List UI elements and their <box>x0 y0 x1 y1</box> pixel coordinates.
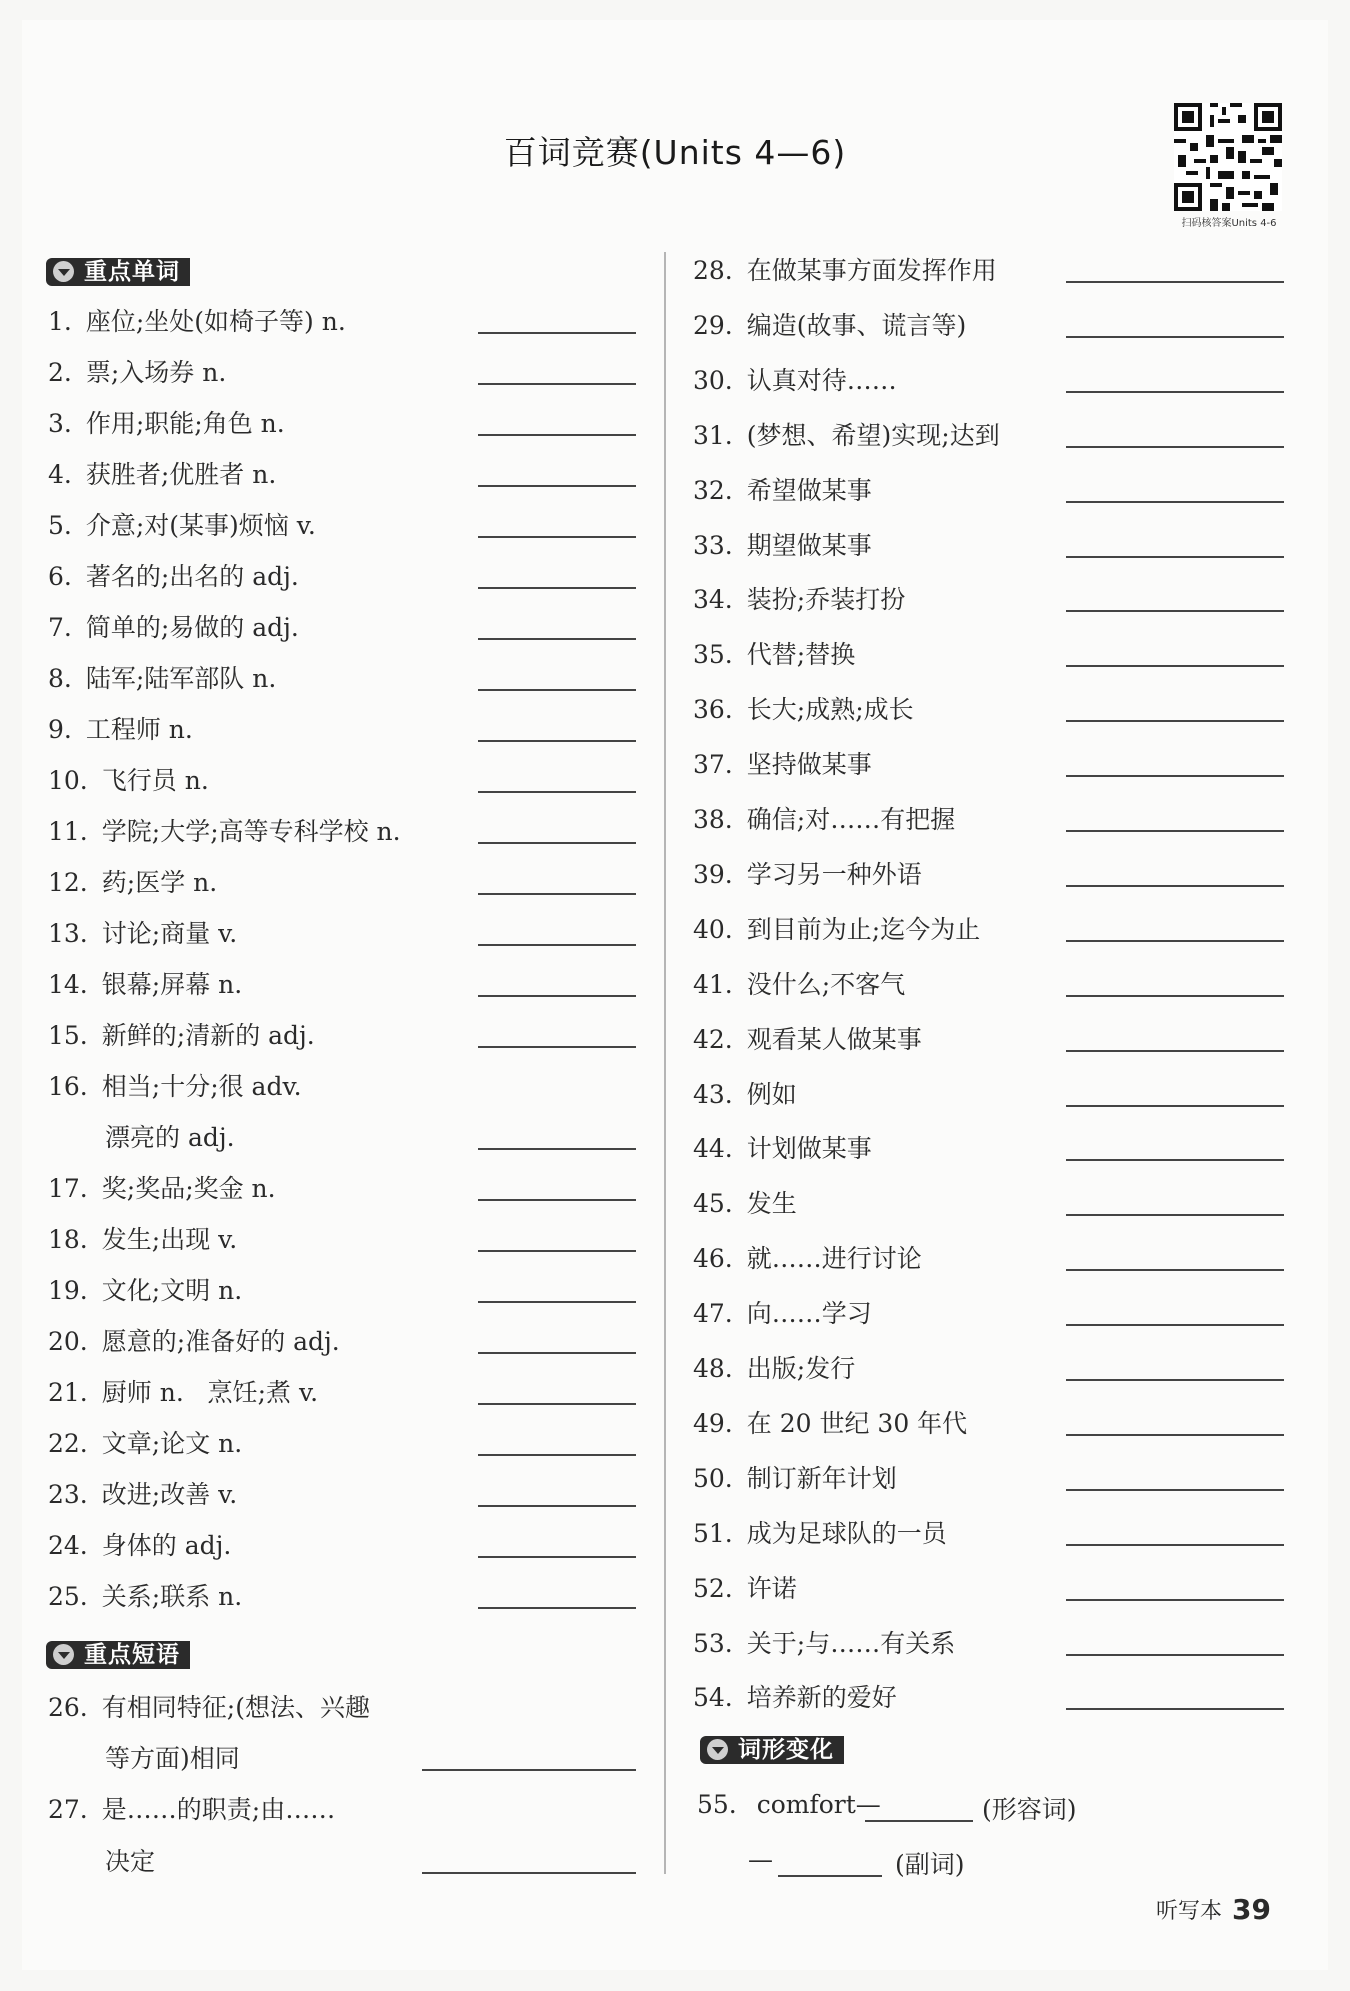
list-item-42 <box>693 1020 922 1056</box>
list-item-5 <box>48 506 316 542</box>
list-item-39 <box>693 855 922 891</box>
item-number: 45. <box>693 1189 733 1218</box>
list-item-25 <box>48 1577 242 1613</box>
list-item-30 <box>693 361 897 397</box>
answer-blank[interactable] <box>1066 995 1284 997</box>
item-number: 7. <box>48 613 72 642</box>
item-hint: (副词) <box>895 1850 965 1879</box>
chevron-down-icon <box>46 1641 80 1669</box>
item-number: 40. <box>693 915 733 944</box>
item-text: 座位;坐处(如椅子等) n. <box>85 307 346 336</box>
item-number: 49. <box>693 1409 733 1438</box>
list-item-3 <box>48 404 285 440</box>
list-item-31 <box>693 416 1000 452</box>
answer-blank[interactable] <box>1066 775 1284 777</box>
item-number: 48. <box>693 1354 733 1383</box>
section-label: 重点单词 <box>80 258 190 286</box>
item-text: 漂亮的 adj. <box>105 1123 235 1152</box>
item-number: 28. <box>693 256 733 285</box>
item-text: 等方面)相同 <box>105 1744 240 1773</box>
item-text: 获胜者;优胜者 n. <box>85 460 277 489</box>
item-number: 30. <box>693 366 733 395</box>
item-hint: (形容词) <box>982 1795 1077 1824</box>
item-text: 发生 <box>746 1189 797 1218</box>
answer-blank[interactable] <box>478 1199 636 1201</box>
item-number: 17. <box>48 1174 88 1203</box>
answer-blank[interactable] <box>478 1148 636 1150</box>
list-item-16b <box>48 1118 235 1154</box>
list-item-23 <box>48 1475 237 1511</box>
item-number: 14. <box>48 970 88 999</box>
list-item-9 <box>48 710 193 746</box>
answer-blank[interactable] <box>478 1505 636 1507</box>
answer-blank[interactable] <box>865 1820 973 1822</box>
answer-blank[interactable] <box>1066 1489 1284 1491</box>
list-item-26 <box>48 1688 370 1724</box>
list-item-36 <box>693 690 914 726</box>
section-word-forms <box>700 1736 844 1766</box>
list-item-37 <box>693 745 872 781</box>
answer-blank[interactable] <box>1066 281 1284 283</box>
answer-blank[interactable] <box>1066 336 1284 338</box>
answer-blank[interactable] <box>478 1046 636 1048</box>
item-number: 36. <box>693 695 733 724</box>
answer-blank[interactable] <box>478 536 636 538</box>
item-number: 34. <box>693 585 733 614</box>
answer-blank[interactable] <box>1066 556 1284 558</box>
item-text: 没什么;不客气 <box>746 970 906 999</box>
item-number: 16. <box>48 1072 88 1101</box>
item-text: 决定 <box>105 1847 156 1876</box>
item-number: 54. <box>693 1683 733 1712</box>
list-item-50 <box>693 1459 897 1495</box>
answer-blank[interactable] <box>478 1301 636 1303</box>
item-text: 出版;发行 <box>746 1354 856 1383</box>
list-item-54 <box>693 1678 897 1714</box>
answer-blank[interactable] <box>478 791 636 793</box>
item-text: 在 20 世纪 30 年代 <box>746 1409 968 1438</box>
item-text: 有相同特征;(想法、兴趣 <box>101 1693 370 1722</box>
item-text: 坚持做某事 <box>746 750 872 779</box>
item-text: 作用;职能;角色 n. <box>85 409 285 438</box>
item-text: 是……的职责;由…… <box>101 1795 336 1824</box>
item-number: 55. <box>697 1790 737 1819</box>
list-item-27b <box>48 1842 155 1878</box>
item-text: 银幕;屏幕 n. <box>101 970 243 999</box>
answer-blank[interactable] <box>1066 1050 1284 1052</box>
list-item-45 <box>693 1184 797 1220</box>
list-item-32 <box>693 471 872 507</box>
answer-blank[interactable] <box>1066 885 1284 887</box>
list-item-53 <box>693 1624 955 1660</box>
answer-blank[interactable] <box>478 1403 636 1405</box>
list-item-21 <box>48 1373 318 1409</box>
item-number: 24. <box>48 1531 88 1560</box>
item-text: 飞行员 n. <box>101 766 209 795</box>
item-text: 厨师 n. 烹饪;煮 v. <box>101 1378 319 1407</box>
item-number: 42. <box>693 1025 733 1054</box>
item-text: 向……学习 <box>746 1299 872 1328</box>
answer-blank[interactable] <box>478 1607 636 1609</box>
qr-code-image <box>1174 103 1282 211</box>
list-item-35 <box>693 635 855 671</box>
item-text: 编造(故事、谎言等) <box>746 311 967 340</box>
item-text: 奖;奖品;奖金 n. <box>101 1174 276 1203</box>
answer-blank[interactable] <box>478 995 636 997</box>
list-item-10 <box>48 761 209 797</box>
item-text: 陆军;陆军部队 n. <box>85 664 277 693</box>
answer-blank[interactable] <box>478 638 636 640</box>
list-item-7 <box>48 608 299 644</box>
item-text: 许诺 <box>746 1574 797 1603</box>
list-item-46 <box>693 1239 922 1275</box>
item-text: 确信;对……有把握 <box>746 805 956 834</box>
item-text: 文章;论文 n. <box>101 1429 243 1458</box>
item-text: (梦想、希望)实现;达到 <box>746 421 1000 450</box>
footer-label: 听写本 <box>1156 1899 1223 1924</box>
section-key-phrases <box>46 1641 190 1671</box>
answer-blank[interactable] <box>478 1250 636 1252</box>
answer-blank[interactable] <box>478 1454 636 1456</box>
item-number: 29. <box>693 311 733 340</box>
list-item-13 <box>48 914 237 950</box>
list-item-8 <box>48 659 276 695</box>
answer-blank[interactable] <box>1066 1544 1284 1546</box>
item-text: 装扮;乔装打扮 <box>746 585 906 614</box>
answer-blank[interactable] <box>478 332 636 334</box>
list-item-19 <box>48 1271 242 1307</box>
answer-blank[interactable] <box>1066 1708 1284 1710</box>
list-item-12 <box>48 863 217 899</box>
list-item-2 <box>48 353 226 389</box>
item-number: 38. <box>693 805 733 834</box>
list-item-38 <box>693 800 955 836</box>
item-text: 关于;与……有关系 <box>746 1629 956 1658</box>
answer-blank[interactable] <box>1066 610 1284 612</box>
item-number: 41. <box>693 970 733 999</box>
list-item-22 <box>48 1424 242 1460</box>
answer-blank[interactable] <box>1066 1434 1284 1436</box>
list-item-28 <box>693 251 997 287</box>
list-item-48 <box>693 1349 855 1385</box>
answer-blank[interactable] <box>478 740 636 742</box>
answer-blank[interactable] <box>1066 1214 1284 1216</box>
list-item-20 <box>48 1322 340 1358</box>
item-text: 观看某人做某事 <box>746 1025 922 1054</box>
item-text: 期望做某事 <box>746 531 872 560</box>
item-number: 4. <box>48 460 72 489</box>
list-item-11 <box>48 812 401 848</box>
answer-blank[interactable] <box>1066 1379 1284 1381</box>
item-text: 关系;联系 n. <box>101 1582 243 1611</box>
item-text: 代替;替换 <box>746 640 856 669</box>
item-number: 5. <box>48 511 72 540</box>
item-text: 改进;改善 v. <box>101 1480 238 1509</box>
list-item-44 <box>693 1129 872 1165</box>
item-number: 18. <box>48 1225 88 1254</box>
item-text: 新鲜的;清新的 adj. <box>101 1021 315 1050</box>
list-item-27 <box>48 1790 335 1826</box>
item-number: 35. <box>693 640 733 669</box>
list-item-6 <box>48 557 299 593</box>
answer-blank[interactable] <box>478 893 636 895</box>
item-number: 50. <box>693 1464 733 1493</box>
list-item-18 <box>48 1220 237 1256</box>
item-number: 27. <box>48 1795 88 1824</box>
item-number: 1. <box>48 307 72 336</box>
list-item-15 <box>48 1016 315 1052</box>
list-item-43 <box>693 1075 797 1111</box>
answer-blank[interactable] <box>1066 1654 1284 1656</box>
answer-blank[interactable] <box>1066 501 1284 503</box>
list-item-4 <box>48 455 276 491</box>
item-text: 到目前为止;迄今为止 <box>746 915 981 944</box>
item-number: 37. <box>693 750 733 779</box>
item-number: 47. <box>693 1299 733 1328</box>
answer-blank[interactable] <box>422 1872 636 1874</box>
item-text: 学习另一种外语 <box>746 860 922 889</box>
item-number: 51. <box>693 1519 733 1548</box>
item-text: 简单的;易做的 adj. <box>85 613 299 642</box>
list-item-26b <box>48 1739 240 1775</box>
answer-blank[interactable] <box>478 842 636 844</box>
item-number: 10. <box>48 766 88 795</box>
section-label: 词形变化 <box>734 1736 844 1764</box>
answer-blank[interactable] <box>478 944 636 946</box>
qr-caption: 扫码核答案Units 4-6 <box>1181 218 1277 229</box>
item-number: 25. <box>48 1582 88 1611</box>
list-item-51 <box>693 1514 947 1550</box>
item-text: 发生;出现 v. <box>101 1225 238 1254</box>
chevron-down-icon <box>700 1736 734 1764</box>
list-item-1 <box>48 302 346 338</box>
item-text: 工程师 n. <box>85 715 193 744</box>
list-item-52 <box>693 1569 797 1605</box>
item-number: 2. <box>48 358 72 387</box>
item-text: 身体的 adj. <box>101 1531 232 1560</box>
item-number: 32. <box>693 476 733 505</box>
answer-blank[interactable] <box>478 587 636 589</box>
answer-blank[interactable] <box>422 1769 636 1771</box>
item-text: 成为足球队的一员 <box>746 1519 947 1548</box>
item-number: 13. <box>48 919 88 948</box>
answer-blank[interactable] <box>1066 1269 1284 1271</box>
item-text: 著名的;出名的 adj. <box>85 562 299 591</box>
item-number: 46. <box>693 1244 733 1273</box>
list-item-29 <box>693 306 966 342</box>
answer-blank[interactable] <box>478 1352 636 1354</box>
page-footer <box>1156 1893 1271 1926</box>
list-item-40 <box>693 910 980 946</box>
item-text: 制订新年计划 <box>746 1464 897 1493</box>
item-number: 23. <box>48 1480 88 1509</box>
list-item-14 <box>48 965 242 1001</box>
item-text: 愿意的;准备好的 adj. <box>101 1327 340 1356</box>
item-number: 31. <box>693 421 733 450</box>
answer-blank[interactable] <box>1066 665 1284 667</box>
page-title: 百词竞赛(Units 4—6) <box>503 133 847 172</box>
item-number: 26. <box>48 1693 88 1722</box>
list-item-47 <box>693 1294 872 1330</box>
item-text: 学院;大学;高等专科学校 n. <box>101 817 401 846</box>
page-number: 39 <box>1232 1893 1271 1926</box>
item-word: comfort— <box>756 1790 881 1819</box>
item-text: 培养新的爱好 <box>746 1683 897 1712</box>
item-text: 票;入场券 n. <box>85 358 227 387</box>
list-item-33 <box>693 526 872 562</box>
list-item-41 <box>693 965 905 1001</box>
answer-blank[interactable] <box>1066 1324 1284 1326</box>
item-number: 20. <box>48 1327 88 1356</box>
item-text: 计划做某事 <box>746 1134 872 1163</box>
answer-blank[interactable] <box>478 383 636 385</box>
answer-blank[interactable] <box>1066 720 1284 722</box>
section-label: 重点短语 <box>80 1641 190 1669</box>
item-number: 3. <box>48 409 72 438</box>
list-item-24 <box>48 1526 231 1562</box>
item-number: 43. <box>693 1080 733 1109</box>
answer-blank[interactable] <box>1066 1105 1284 1107</box>
item-text: 药;医学 n. <box>101 868 218 897</box>
item-number: 11. <box>48 817 88 846</box>
item-number: 19. <box>48 1276 88 1305</box>
item-number: 15. <box>48 1021 88 1050</box>
item-number: 21. <box>48 1378 88 1407</box>
item-text: 认真对待…… <box>746 366 897 395</box>
item-text: 文化;文明 n. <box>101 1276 243 1305</box>
answer-blank[interactable] <box>478 689 636 691</box>
answer-blank[interactable] <box>478 1556 636 1558</box>
answer-blank[interactable] <box>1066 391 1284 393</box>
list-item-17 <box>48 1169 276 1205</box>
item-text: 相当;十分;很 adv. <box>101 1072 302 1101</box>
item-text: 例如 <box>746 1080 797 1109</box>
item-number: 22. <box>48 1429 88 1458</box>
section-key-words <box>46 258 190 288</box>
chevron-down-icon <box>46 258 80 286</box>
item-text: 希望做某事 <box>746 476 872 505</box>
answer-blank[interactable] <box>1066 1599 1284 1601</box>
item-text: 讨论;商量 v. <box>101 919 238 948</box>
answer-blank[interactable] <box>1066 830 1284 832</box>
answer-blank[interactable] <box>478 434 636 436</box>
item-text: 在做某事方面发挥作用 <box>746 256 997 285</box>
list-item-16 <box>48 1067 302 1103</box>
answer-blank[interactable] <box>1066 446 1284 448</box>
answer-blank[interactable] <box>1066 1159 1284 1161</box>
item-number: 52. <box>693 1574 733 1603</box>
item-text: 就……进行讨论 <box>746 1244 922 1273</box>
item-number: 8. <box>48 664 72 693</box>
item-number: 33. <box>693 531 733 560</box>
column-divider <box>664 252 666 1874</box>
answer-blank[interactable] <box>778 1875 882 1877</box>
list-item-49 <box>693 1404 967 1440</box>
item-text: 介意;对(某事)烦恼 v. <box>85 511 316 540</box>
item-number: 53. <box>693 1629 733 1658</box>
item-text: 长大;成熟;成长 <box>746 695 914 724</box>
item-number: 9. <box>48 715 72 744</box>
item-number: 6. <box>48 562 72 591</box>
list-item-55 <box>697 1790 881 1819</box>
answer-blank[interactable] <box>1066 940 1284 942</box>
answer-blank[interactable] <box>478 485 636 487</box>
item-number: 44. <box>693 1134 733 1163</box>
item-number: 39. <box>693 860 733 889</box>
item-number: 12. <box>48 868 88 897</box>
list-item-34 <box>693 580 905 616</box>
item-dash: — <box>748 1845 773 1874</box>
